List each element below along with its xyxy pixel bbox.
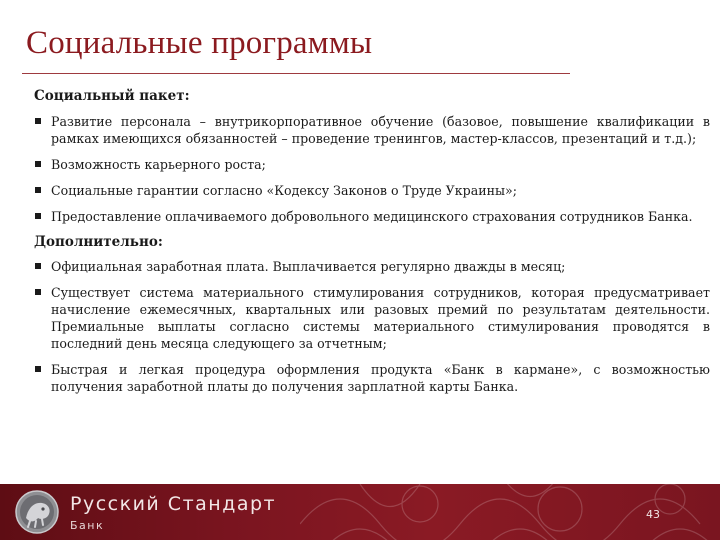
list-item-text: Быстрая и легкая процедура оформления продукта «Банк в кармане», с возможностью получения заработной платы до получения зарплатной карты Банка. (51, 362, 710, 394)
list-item-text: Официальная заработная плата. Выплачивается регулярно дважды в месяц; (51, 259, 566, 274)
bullet-icon (35, 161, 41, 167)
section-heading-additional: Дополнительно: (34, 234, 163, 250)
section-heading-social-package: Социальный пакет: (34, 88, 190, 104)
list-item-text: Развитие персонала – внутрикорпоративное обучение (базовое, повышение квалификации в рамках имеющихся обязанностей – проведение тренингов, мастер-классов, презентаций и т.д.); (51, 114, 710, 146)
list-item-text: Предоставление оплачиваемого добровольного медицинского страхования сотрудников Банка. (51, 209, 693, 224)
bullet-icon (35, 366, 41, 372)
list-item (34, 258, 710, 275)
list-item-text: Существует система материального стимулирования сотрудников, которая предусматривает начисление ежемесячных, квартальных или разовых премий по результатам деятельности. Премиальные выплаты согласно системы материального стимулирования проводятся в последний день месяца следующего за отчетным; (51, 285, 710, 351)
bullet-icon (35, 289, 41, 295)
list-item (34, 208, 710, 225)
bullet-icon (35, 213, 41, 219)
list-item (34, 182, 710, 199)
list-item (34, 113, 710, 147)
title-divider (22, 73, 570, 74)
brand-subtitle: Банк (70, 519, 105, 532)
page-number: 43 (646, 508, 660, 521)
list-item-text: Социальные гарантии согласно «Кодексу Законов о Труде Украины»; (51, 183, 517, 198)
bullet-icon (35, 187, 41, 193)
bullet-icon (35, 263, 41, 269)
bear-emblem-icon (14, 488, 60, 536)
list-item (34, 361, 710, 395)
additional-list (34, 258, 710, 395)
social-package-list (34, 113, 710, 225)
slide-title: Социальные программы (26, 25, 373, 61)
list-item (34, 284, 710, 352)
brand-name: Русский Стандарт (70, 493, 277, 515)
list-item (34, 156, 710, 173)
list-item-text: Возможность карьерного роста; (51, 157, 266, 172)
bullet-icon (35, 118, 41, 124)
slide-content (34, 88, 710, 404)
